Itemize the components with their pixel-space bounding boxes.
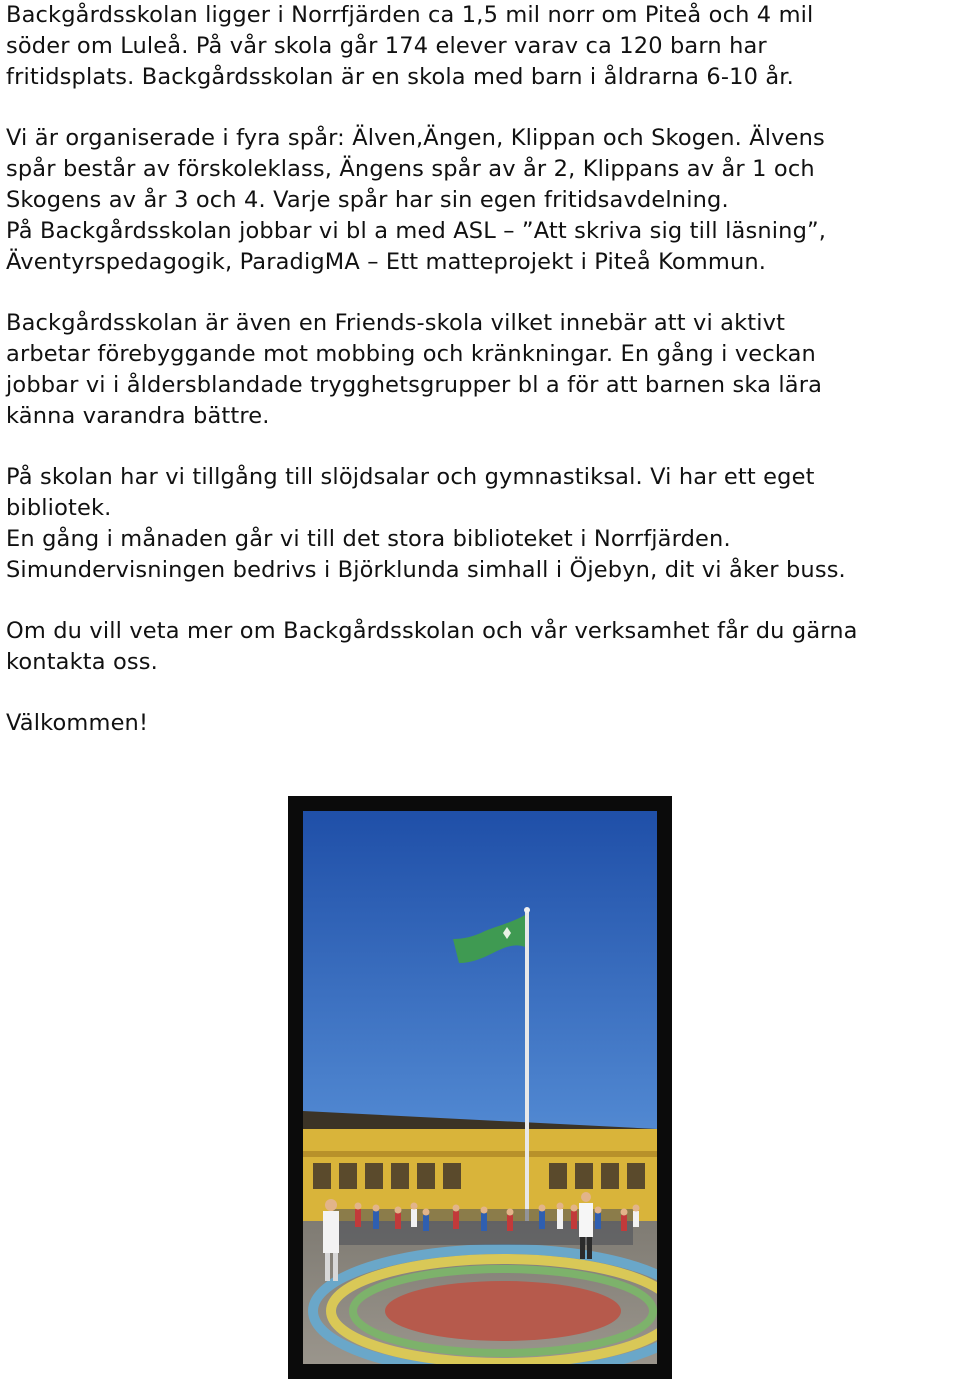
painted-circle (385, 1281, 621, 1341)
document-body (6, 0, 960, 769)
paragraph-tracks: Vi är organiserade i fyra spår: Älven,Ängen, Klippan och Skogen. Älvens spår består av förskoleklass, Ängens spår av år 2, Klippans av år 1 och Skogens av år 3 och 4. Varje spår har sin egen fritidsavdelning. På Backgårdsskolan jobbar vi bl a med ASL – ”Att skriva sig till läsning”, Äventyrspedagogik, ParadigMA – Ett matteprojekt i Piteå Kommun. (6, 125, 827, 275)
paragraph-welcome: Välkommen! (6, 710, 149, 736)
paragraph-friends: Backgårdsskolan är även en Friends-skola vilket innebär att vi aktivt arbetar förebyggande mot mobbing och kränkningar. En gång i veckan jobbar vi i åldersblandade trygghetsgrupper bl a för att barnen ska lära känna varandra bättre. (6, 310, 823, 429)
paragraph-intro: Backgårdsskolan ligger i Norrfjärden ca 1,5 mil norr om Piteå och 4 mil söder om Luleå. På vår skola går 174 elever varav ca 120 barn har fritidsplats. Backgårdsskolan är en skola med barn i åldrarna 6-10 år. (6, 2, 814, 90)
paragraph-contact: Om du vill veta mer om Backgårdsskolan och vår verksamhet får du gärna kontakta oss. (6, 618, 858, 675)
school-photo (288, 796, 672, 1379)
school-photo-image (303, 811, 657, 1364)
flagpole (525, 911, 529, 1241)
paragraph-facilities: På skolan har vi tillgång till slöjdsalar och gymnastiksal. Vi har ett eget bibliotek. En gång i månaden går vi till det stora biblioteket i Norrfjärden. Simundervisningen bedrivs i Björklunda simhall i Öjebyn, dit vi åker buss. (6, 464, 846, 583)
